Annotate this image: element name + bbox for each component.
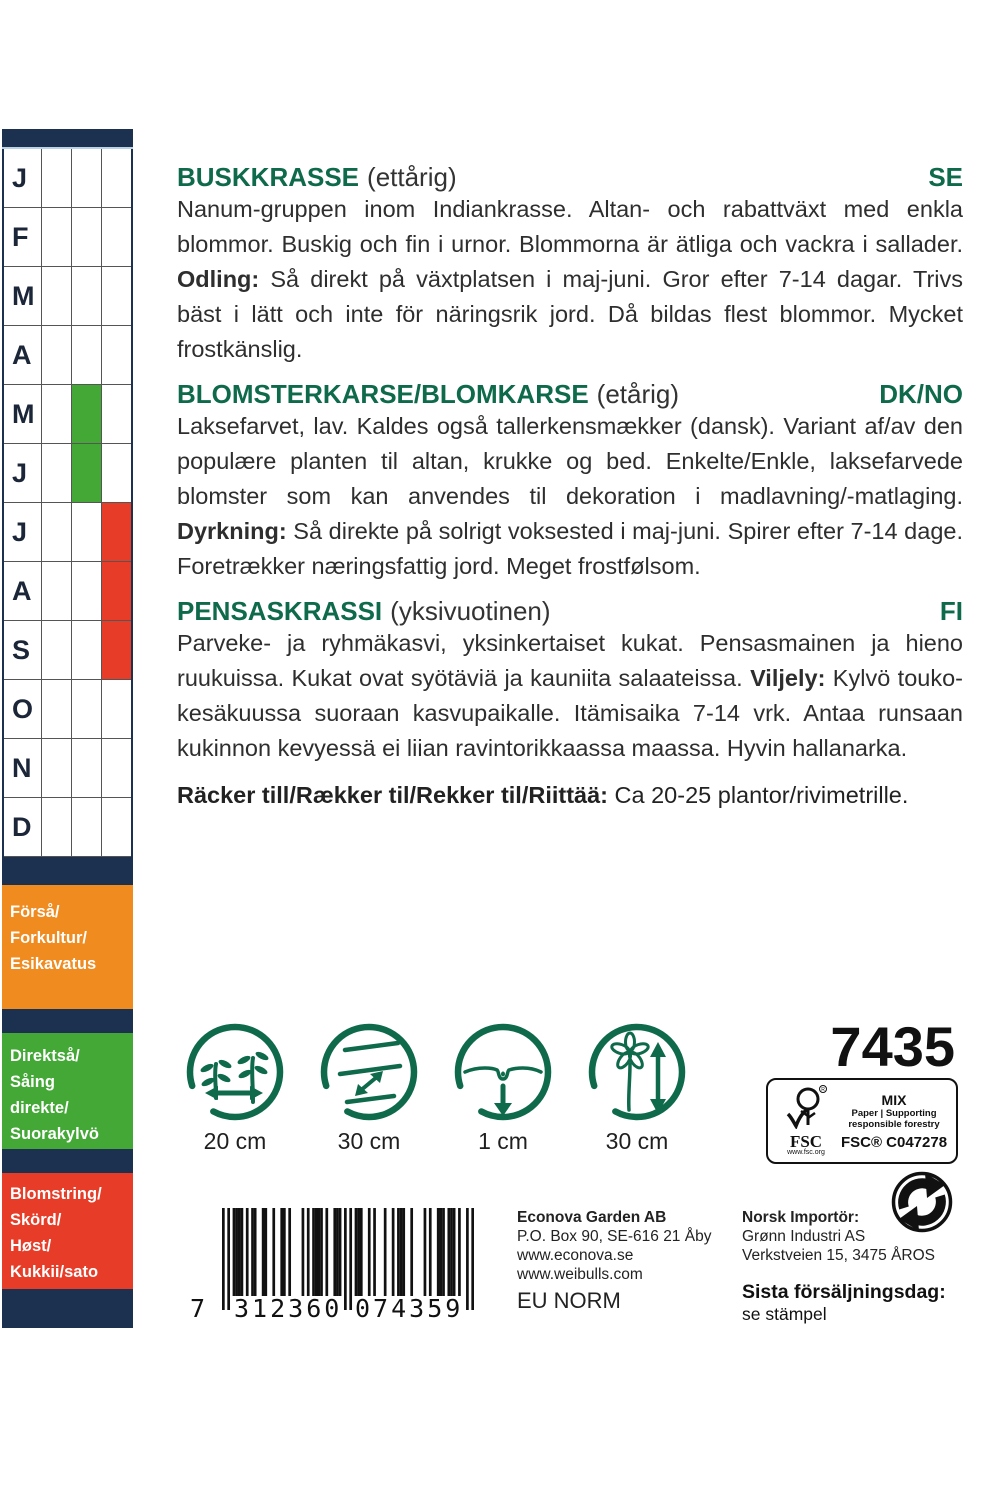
legend-block-orange: Förså/ Forkultur/ Esikavatus <box>2 885 133 1009</box>
calendar-cell <box>42 267 72 326</box>
legend <box>2 857 133 1328</box>
calendar-row <box>4 444 131 503</box>
calendar-cell <box>72 326 102 385</box>
row-spacing-label: 30 cm <box>337 1128 401 1154</box>
species-title: PENSASKRASSI <box>177 596 383 626</box>
calendar-cell <box>102 680 131 739</box>
calendar-cell <box>72 798 102 857</box>
calendar-cell <box>42 208 72 267</box>
calendar-cell <box>102 385 131 444</box>
month-letter: D <box>4 798 42 857</box>
sowing-depth-label: 1 cm <box>478 1128 528 1154</box>
producer-website: www.econova.se <box>517 1247 634 1264</box>
legend-block-green: Direktså/ Såing direkte/ Suorakylvö <box>2 1033 133 1149</box>
barcode-digits-left: 312360 <box>234 1294 343 1323</box>
calendar-cell <box>102 798 131 857</box>
language-block-fi <box>177 596 963 766</box>
calendar-cell <box>42 621 72 680</box>
fsc-claim-line1: Paper | Supporting <box>851 1107 937 1119</box>
month-letter: M <box>4 385 42 444</box>
fsc-wordmark: FSC <box>789 1132 823 1151</box>
barcode-digits-right: 074359 <box>355 1294 464 1323</box>
calendar-cell <box>42 680 72 739</box>
language-code: SE <box>928 162 963 192</box>
calendar-row <box>4 798 131 857</box>
language-block-dkno <box>177 379 963 584</box>
calendar-cell <box>72 621 102 680</box>
language-block-se <box>177 162 963 367</box>
calendar-cell <box>102 149 131 208</box>
sowing-depth-item <box>448 1022 558 1155</box>
calendar-row <box>4 739 131 798</box>
legend-block-red: Blomstring/ Skörd/ Høst/ Kukkii/sato <box>2 1173 133 1289</box>
fsc-mix: MIX <box>881 1091 907 1108</box>
producer-name: Econova Garden AB <box>517 1209 667 1226</box>
calendar-row <box>4 267 131 326</box>
svg-text:R: R <box>821 1087 825 1094</box>
row-spacing-icon <box>319 1022 419 1122</box>
sowing-depth-icon <box>453 1022 553 1122</box>
month-letter: J <box>4 444 42 503</box>
plant-height-icon <box>587 1022 687 1122</box>
calendar-cell <box>72 385 102 444</box>
fsc-url: www.fsc.org <box>787 1149 825 1156</box>
calendar-cell <box>42 798 72 857</box>
calendar-cell <box>102 267 131 326</box>
green-dot-recycling-icon <box>890 1170 954 1234</box>
month-letter: A <box>4 326 42 385</box>
row-spacing-item <box>314 1022 424 1155</box>
yield-line: Räcker till/Rækker til/Rekker til/Riittää: Ca 20-25 plantor/rivimetrille. <box>177 782 909 808</box>
producer-po-box: P.O. Box 90, SE-616 21 Åby <box>517 1228 712 1245</box>
plant-spacing-label: 20 cm <box>203 1128 267 1154</box>
species-title: BUSKKRASSE <box>177 162 360 192</box>
calendar-cell <box>72 680 102 739</box>
calendar-cell <box>72 562 102 621</box>
ean-barcode <box>176 1206 486 1326</box>
plant-height-item <box>582 1022 692 1155</box>
month-letter: O <box>4 680 42 739</box>
fsc-claim-block <box>838 1092 950 1151</box>
calendar-cell <box>72 208 102 267</box>
importer-street: Verkstveien 15, 3475 ÅROS <box>742 1247 936 1264</box>
sell-by-value: se stämpel <box>742 1304 827 1324</box>
calendar-cell <box>102 621 131 680</box>
calendar-cell <box>42 444 72 503</box>
producer-website-2: www.weibulls.com <box>517 1266 643 1283</box>
sell-by-label: Sista försäljningsdag: <box>742 1281 946 1303</box>
calendar-cell <box>102 208 131 267</box>
plant-height-label: 30 cm <box>605 1128 669 1154</box>
month-letter: N <box>4 739 42 798</box>
description-column <box>177 162 963 813</box>
language-code: DK/NO <box>879 379 963 409</box>
calendar-cell <box>42 385 72 444</box>
species-title: BLOMSTERKARSE/BLOMKARSE <box>177 379 589 409</box>
producer-address <box>517 1208 711 1284</box>
eu-norm-label: EU NORM <box>517 1288 621 1313</box>
calendar-cell <box>102 739 131 798</box>
calendar-cell <box>72 739 102 798</box>
sowing-icons-row <box>180 1022 692 1155</box>
fsc-logo-block <box>774 1085 838 1157</box>
plant-spacing-icon <box>185 1022 285 1122</box>
calendar-row <box>4 326 131 385</box>
plant-spacing-item <box>180 1022 290 1155</box>
sell-by-block <box>742 1281 946 1325</box>
description-text: Nanum-gruppen inom Indiankrasse. Altan- och rabattväxt med enkla blommor. Buskig och fin i urnor. Blommorna är ätliga och vackra i sallader. Odling: Så direkt på växtplatsen i maj-juni. Gror efter 7-14 dagar. Trivs bäst i lätt och inte för näringsrik jord. Då bildas flest blommor. Mycket frostkänslig. <box>177 196 963 362</box>
calendar-cell <box>102 503 131 562</box>
calendar-cell <box>102 562 131 621</box>
calendar-cell <box>72 503 102 562</box>
fsc-license-code: FSC® C047278 <box>840 1133 948 1151</box>
calendar-row <box>4 149 131 208</box>
calendar-row <box>4 503 131 562</box>
calendar-cell <box>72 149 102 208</box>
calendar-row <box>4 208 131 267</box>
annual-note: (ettårig) <box>367 162 457 192</box>
month-letter: J <box>4 149 42 208</box>
calendar-cell <box>42 739 72 798</box>
month-letter: M <box>4 267 42 326</box>
importer-name: Grønn Industri AS <box>742 1228 866 1245</box>
month-letter: F <box>4 208 42 267</box>
description-text: Parveke- ja ryhmäkasvi, yksinkertaiset kukat. Pensasmainen ja hieno ruukuissa. Kukat ovat syötäviä ja kauniita salaateissa. Viljely: Kylvö touko-kesäkuussa suoraan kasvupaikalle. Itämisaika 7-14 vrk. Antaa runsaan kukinnon kevyessä ei liian ravintorikkaassa maassa. Hyvin hallanarka. <box>177 630 963 761</box>
calendar-cell <box>42 503 72 562</box>
language-code: FI <box>939 596 963 626</box>
sowing-calendar-strip <box>2 129 133 1328</box>
importer-label: Norsk Importör: <box>742 1209 860 1226</box>
annual-note: (etårig) <box>596 379 680 409</box>
fsc-tree-icon <box>784 1085 828 1129</box>
calendar-cell <box>42 149 72 208</box>
calendar-row <box>4 562 131 621</box>
calendar-row <box>4 621 131 680</box>
calendar-cell <box>102 326 131 385</box>
calendar-cell <box>42 562 72 621</box>
calendar-cell <box>102 444 131 503</box>
calendar-cell <box>72 267 102 326</box>
annual-note: (yksivuotinen) <box>390 596 551 626</box>
fsc-label <box>766 1078 958 1164</box>
calendar-cell <box>72 444 102 503</box>
barcode-digit-first: 7 <box>190 1294 209 1323</box>
description-text: Laksefarvet, lav. Kaldes også tallerkensmækker (dansk). Variant af/av den populære planten til altan, krukke og bed. Enkelte/Enkle, laksefarvede blomster som kan anvendes til dekoration i madlavning/-matlaging. Dyrkning: Så direkte på solrigt voksested i maj-juni. Spirer efter 7-14 dage. Foretrækker næringsfattig jord. Meget frostfølsom. <box>177 413 963 579</box>
calendar-row <box>4 385 131 444</box>
block-head <box>177 162 963 192</box>
calendar-header-bar <box>2 129 133 149</box>
calendar-grid <box>2 149 133 857</box>
block-head <box>177 596 963 626</box>
month-letter: J <box>4 503 42 562</box>
fsc-claim-line2: responsible forestry <box>848 1118 940 1130</box>
calendar-cell <box>42 326 72 385</box>
block-head <box>177 379 963 409</box>
product-number: 7435 <box>830 1015 955 1078</box>
calendar-row <box>4 680 131 739</box>
month-letter: S <box>4 621 42 680</box>
month-letter: A <box>4 562 42 621</box>
